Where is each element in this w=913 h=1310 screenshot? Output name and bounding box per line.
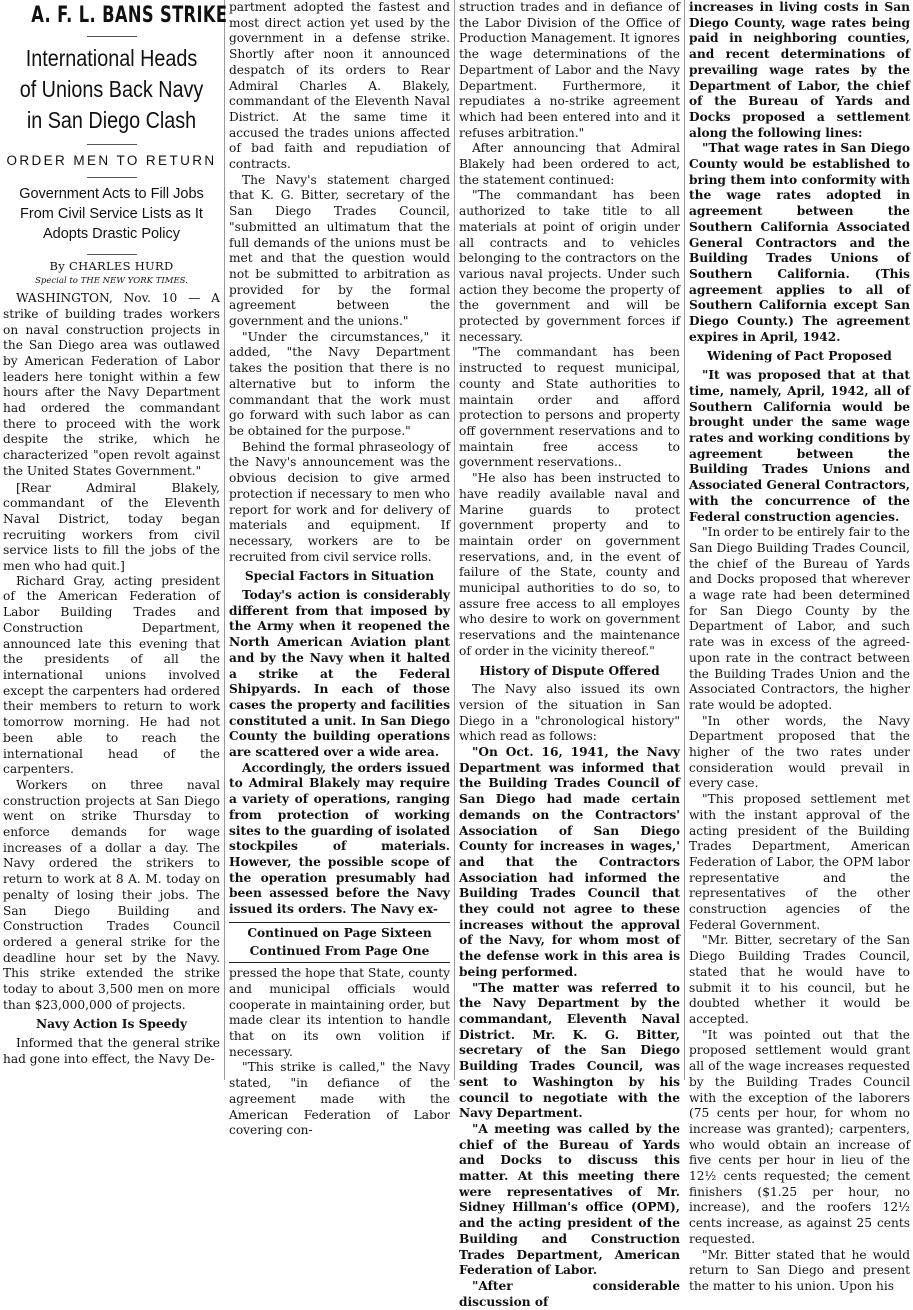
paragraph: Workers on three naval construction projects at San Diego went on strike Thursday to enforce demands for wage increases of a dollar a day. The Navy ordered the strikers to return to work at 8 A. M. today on penalty of losing their jobs. The San Diego Building and Construction Trades Council ordered a general strike for the deadline hour set by the Navy. This strike extended the strike today to about 3,500 men on more than $23,000,000 of projects. — [3, 777, 220, 1012]
paragraph: "It was proposed that at that time, namely, April, 1942, all of Southern California would be brought under the same wage rates and working conditions by agreement between the Building Trades Unions and Associated General Contractors, with the concurrence of the Federal construction agencies. — [689, 368, 910, 524]
paragraph: partment adopted the fastest and most direct action yet used by the government in a defense strike. Shortly after noon it announced despatch of its orders to Rear Admiral Charles A. Blakely, commandant of the Eleventh Naval District. At the same time it accused the trades unions affected of bad faith and repudiation of contracts. — [229, 0, 450, 172]
divider — [87, 36, 137, 37]
paragraph: pressed the hope that State, county and municipal officials would cooperate in maintaining order, but made clear its intention to handle that on its own volition if necessary. — [229, 966, 450, 1059]
subheading: Navy Action Is Speedy — [35, 1017, 188, 1032]
paragraph: "Under the circumstances," it added, "the Navy Department takes the position that there is no alternative but to inform the commandant that the work must go forward with such labor as can be obtained for the purpose." — [229, 329, 450, 438]
divider — [229, 962, 450, 963]
dateline-credit: Special to THE NEW YORK TIMES. — [35, 276, 188, 287]
paragraph: "It was pointed out that the proposed settlement would grant all of the wage increases requested by the Building Trades Council with the exception of the laborers (75 cents per hour, for whom no increase was granted); carpenters, who would obtain an increase of five cents per hour in lieu of the 12½ cents requested; the cement finishers ($1.25 per hour, no increase), and the roofers 12½ cents increase, as against 25 cents requested. — [689, 1027, 910, 1246]
paragraph: "In order to be entirely fair to the San Diego Building Trades Council, the chief of the Bureau of Yards and Docks proposed that wherever a wage rate had been determined for San Diego County by the Department of Labor, and such rate was in excess of the agreed-upon rate in the contract between the Building Trades Union and the Associated Contractors, the higher rate would be adopted. — [689, 525, 911, 712]
paragraph: "The commandant has been instructed to request municipal, county and State authorities to maintain order and afford protection to persons and property off government reservations and to maintain free access to government reservations.. — [459, 345, 680, 470]
deck-headline-1: International Heads of Unions Back Navy in San Diego Clash — [19, 45, 204, 133]
paragraph: WASHINGTON, Nov. 10 — A strike of building trades workers on naval construction projects in the San Diego area was outlawed by American Federation of Labor leaders here tonight within a few hours after the Navy Department had ordered the commandant there to proceed with the work despite the strike, which he characterized "open revolt against the United States Government." — [3, 291, 220, 478]
continued-on-label: Continued on Page Sixteen — [247, 925, 432, 940]
paragraph: "After considerable discussion of — [459, 1278, 680, 1309]
paragraph: [Rear Admiral Blakely, commandant of the Eleventh Naval District, today began recruiting workers from civil service lists to fill the jobs of the men who had quit.] — [3, 479, 220, 574]
deck-headline-3: Government Acts to Fill Jobs From Civil Service Lists as It Adopts Drastic Policy — [19, 185, 204, 242]
column-2 — [229, 0, 450, 1138]
divider — [87, 254, 137, 255]
divider — [87, 144, 137, 145]
paragraph: Behind the formal phraseology of the Navy's announcement was the obvious decision to give armed protection if necessary to men who report for work and for delivery of materials and equipment. If necessary, workers are to be recruited from civil service rolls. — [229, 439, 450, 564]
paragraph: increases in living costs in San Diego County, wage rates being paid in neighboring counties, and recent determinations of prevailing wage rates by the Department of Labor, the chief of the Bureau of Yards and Docks proposed a settlement along the following lines: — [689, 0, 910, 140]
paragraph: "He also has been instructed to have readily available naval and Marine guards to protect government property and to maintain order on government reservations, and, in the event of failure of the State, county and municipal authorities to do so, to assure free access to all employes who desire to work on government reservations and the maintenance of order in the vicinity thereof." — [459, 471, 680, 658]
column-rule — [454, 0, 455, 1080]
column-1 — [3, 0, 228, 1080]
main-headline: A. F. L. BANS STRIKE — [31, 3, 228, 28]
subheading: Special Factors in Situation — [244, 569, 435, 584]
paragraph: "This strike is called," the Navy stated, "in defiance of the agreement made with the American Federation of Labor covering con- — [229, 1060, 450, 1138]
column-4 — [689, 0, 911, 1293]
divider — [229, 922, 450, 923]
subheading: Widening of Pact Proposed — [707, 349, 892, 364]
subheading: History of Dispute Offered — [479, 663, 660, 678]
paragraph: "On Oct. 16, 1941, the Navy Department was informed that the Building Trades Council of San Diego had made certain demands on the Contractors' Association of San Diego County for increases in wages,' and that the Contractors Association had informed the Building Trades Council that they could not agree to these increases without the approval of the Navy, for whom most of the defense work in this area is being performed. — [459, 745, 680, 979]
paragraph: "Mr. Bitter, secretary of the San Diego Building Trades Council, stated that he would have to submit it to his council, but he doubted whether it would be accepted. — [689, 933, 910, 1026]
byline: By CHARLES HURD — [49, 258, 174, 273]
paragraph: Accordingly, the orders issued to Admiral Blakely may require a variety of operations, ranging from protection of working sites to the guarding of isolated stockpiles of materials. However, the possible scope of the operation presumably had been assessed before the Navy issued its orders. The Navy ex- — [229, 760, 450, 917]
column-3 — [459, 0, 680, 1309]
column-rule — [224, 0, 225, 1080]
paragraph: Richard Gray, acting president of the American Federation of Labor Building Trades and Construction Department, announced late this evening that the presidents of all the international unions involved except the carpenters had ordered their members to return to work tomorrow morning. He had not been able to reach the international head of the carpenters. — [3, 573, 220, 777]
column-rule — [684, 0, 685, 1080]
deck-headline-2: ORDER MEN TO RETURN — [6, 153, 217, 168]
paragraph: The Navy also issued its own version of the situation in San Diego in a "chronological history" which read as follows: — [459, 682, 680, 744]
paragraph: "The commandant has been authorized to take title to all materials at point of origin under all contracts and to vehicles belonging to the contractors on the various naval projects. Under such action they become the property of the government and will be protected by government forces if necessary. — [459, 188, 680, 344]
paragraph: "A meeting was called by the chief of the Bureau of Yards and Docks to discuss this matter. At this meeting there were representatives of Mr. Sidney Hillman's office (OPM), and the acting president of the Building and Construction Trades Department, American Federation of Labor. — [459, 1121, 680, 1278]
continued-from-label: Continued From Page One — [249, 944, 430, 959]
paragraph: The Navy's statement charged that K. G. Bitter, secretary of the San Diego Trades Council, "submitted an ultimatum that the full demands of the unions must be met and that the question would not be submitted to arbitration as provided for by the formal agreement between the government and the unions." — [229, 172, 450, 329]
paragraph: After announcing that Admiral Blakely had been ordered to act, the statement continued: — [459, 141, 680, 187]
paragraph: struction trades and in defiance of the Labor Division of the Office of Production Management. It ignores the wage determinations of the Department of Labor and the Navy Department. Furthermore, it repudiates a no-strike agreement which had been entered into and it refuses arbitration." — [459, 0, 680, 140]
paragraph: "That wage rates in San Diego County would be established to bring them into conformity with the wage rates adopted in agreement between the Southern California Associated General Contractors and the Building Trades Unions of Southern California. (This agreement applies to all of Southern California except San Diego County.) The agreement expires in April, 1942. — [689, 141, 910, 344]
paragraph: "The matter was referred to the Navy Department by the commandant, Eleventh Naval District. Mr. K. G. Bitter, secretary of the San Diego Building Trades Council, was sent to Washington by his council to negotiate with the Navy Department. — [459, 980, 680, 1121]
paragraph: Today's action is considerably different from that imposed by the Army when it reopened the North American Aviation plant and by the Navy when it halted a strike at the Federal Shipyards. In each of those cases the property and facilities constituted a unit. In San Diego County the building operations are scattered over a wide area. — [229, 588, 450, 760]
paragraph: Informed that the general strike had gone into effect, the Navy De- — [3, 1036, 220, 1066]
paragraph: "In other words, the Navy Department proposed that the higher of the two rates under consideration would prevail in every case. — [689, 713, 910, 791]
divider — [87, 177, 137, 178]
paragraph: "This proposed settlement met with the instant approval of the acting president of the Building Trades Department, American Federation of Labor, the OPM labor representative and the representatives of the other construction agencies of the Federal Government. — [689, 792, 910, 932]
paragraph: "Mr. Bitter stated that he would return to San Diego and present the matter to his union. Upon his — [689, 1247, 910, 1293]
